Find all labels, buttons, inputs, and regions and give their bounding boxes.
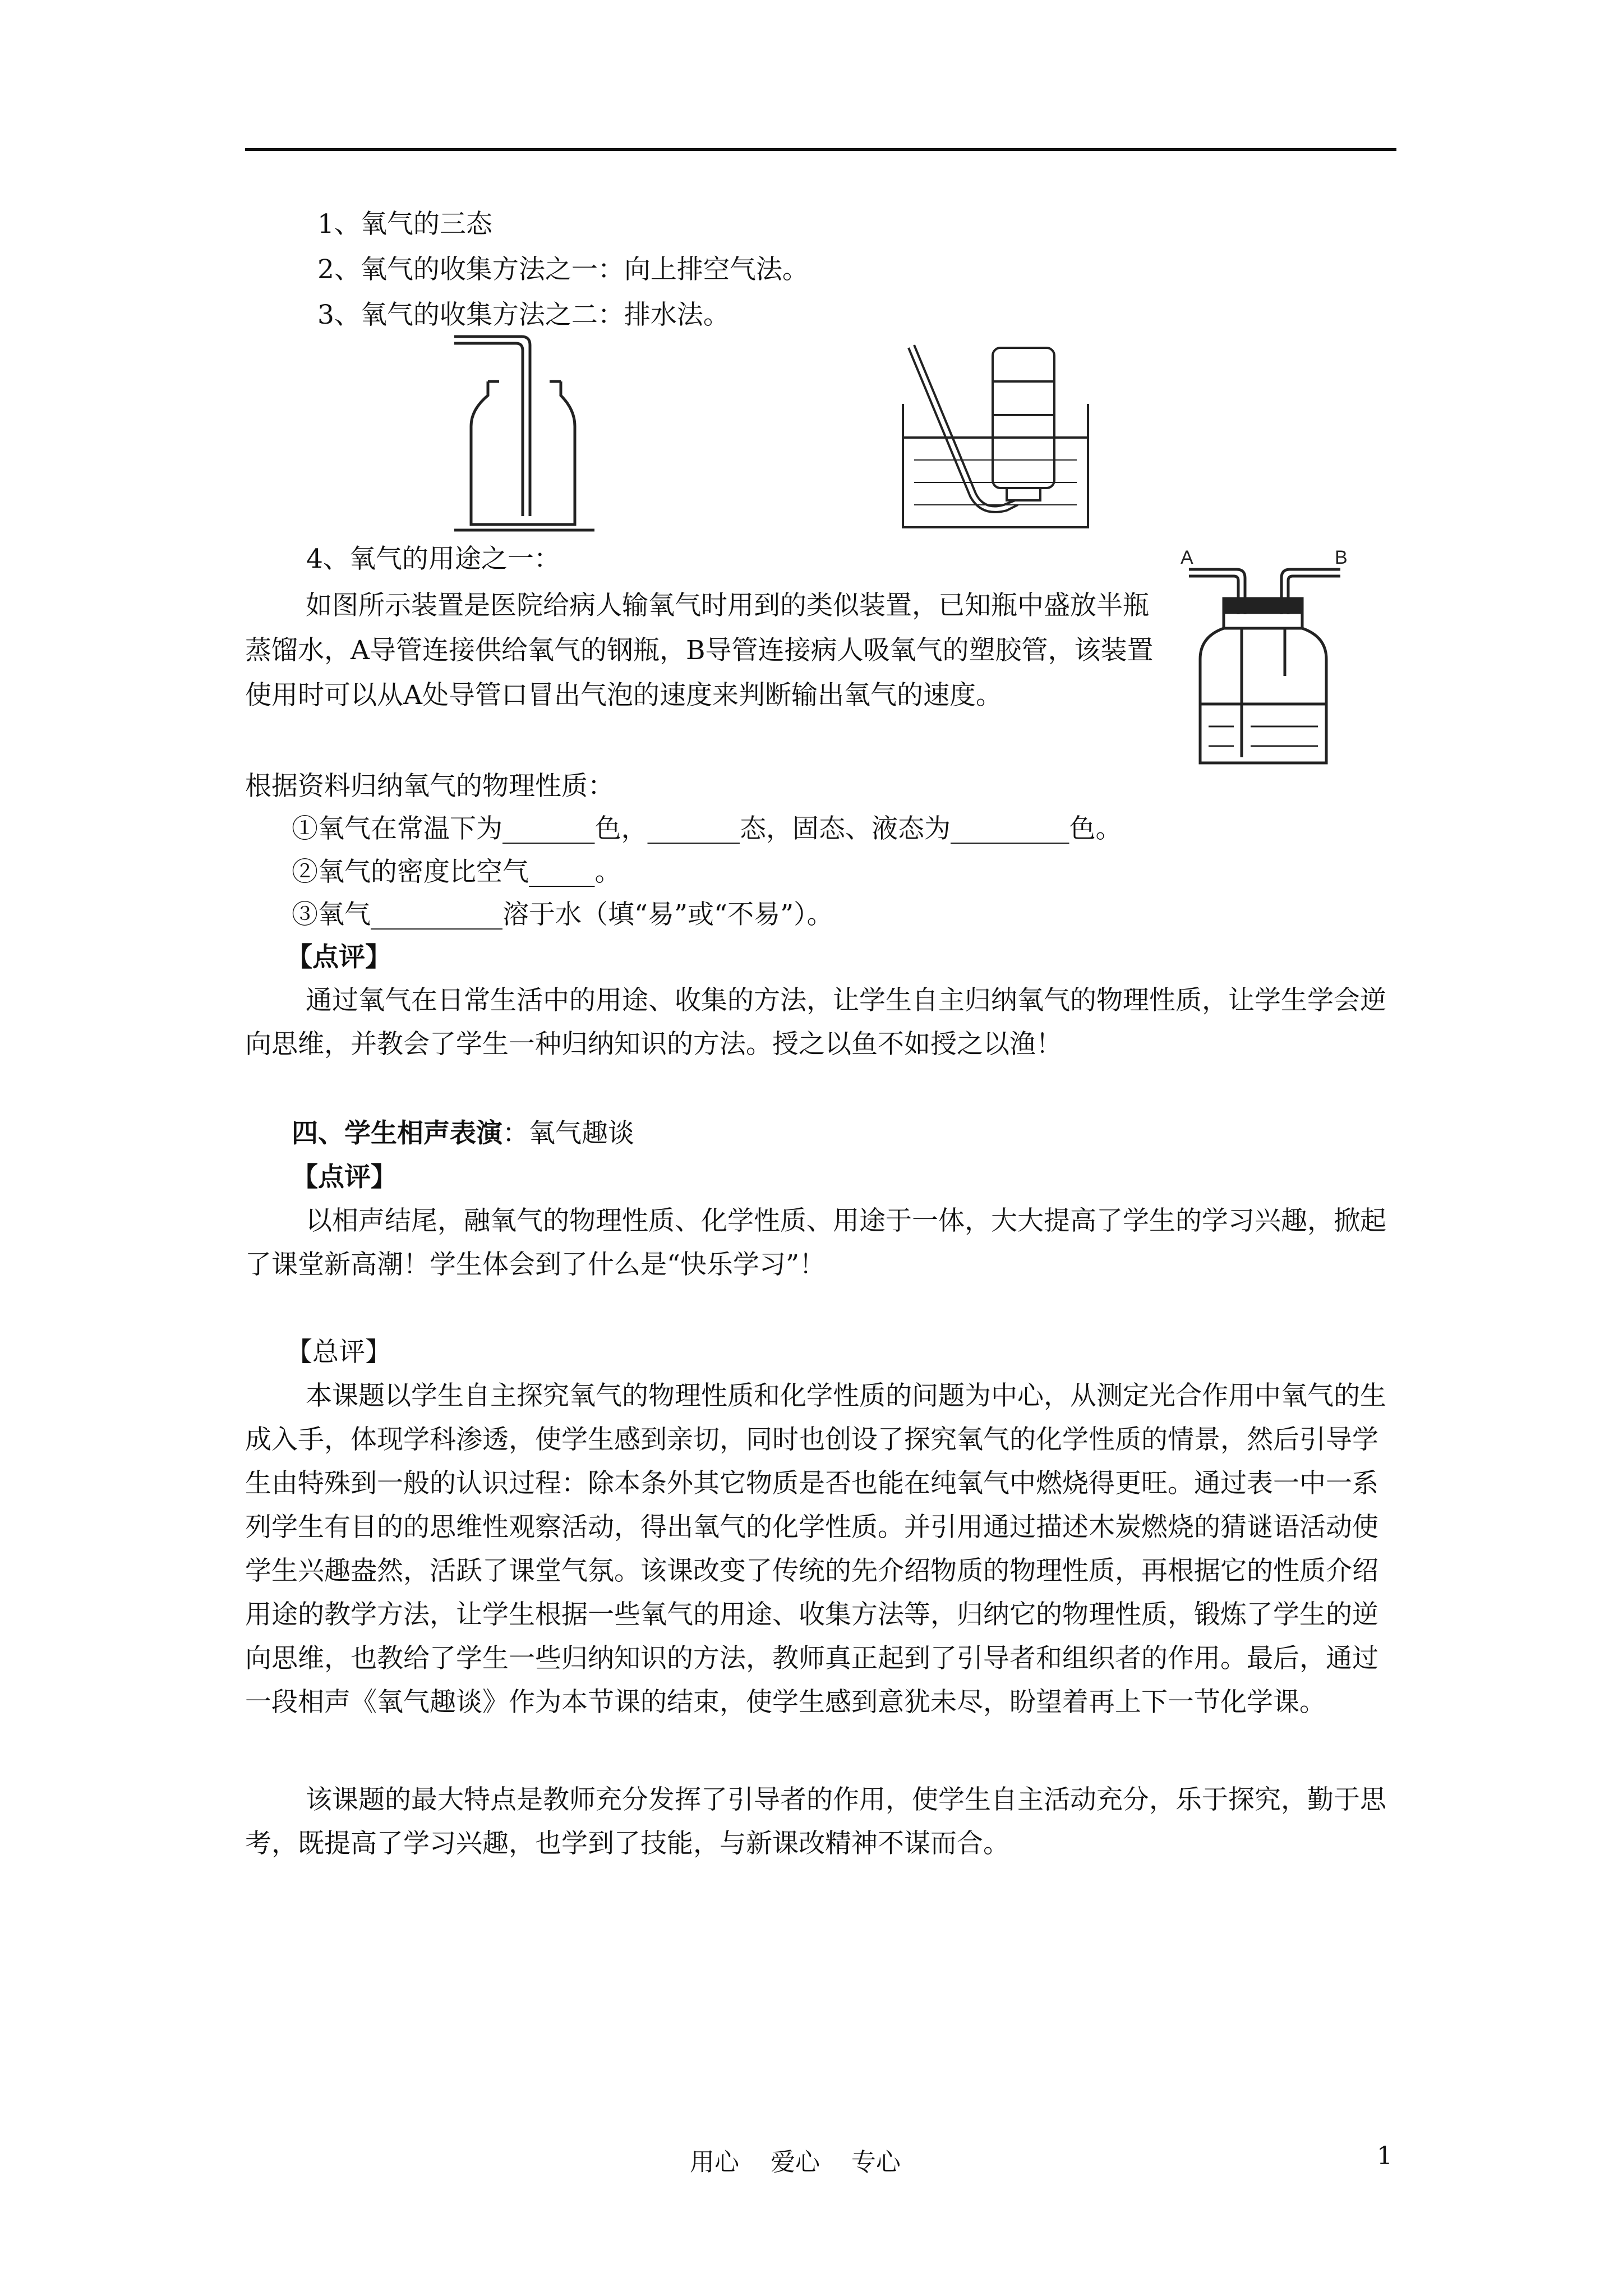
question-2: ②氧气的密度比空气_____。: [292, 857, 621, 887]
section4-heading: [292, 1114, 634, 1153]
section4-heading-rest: ：氧气趣谈: [502, 1118, 634, 1149]
section4-heading-bold: 四、学生相声表演: [292, 1118, 502, 1149]
review1-text: 通过氧气在日常生活中的用途、收集的方法，让学生自主归纳氧气的物理性质，让学生学会逆向思维，并教会了学生一种归纳知识的方法。授之以鱼不如授之以渔！: [245, 985, 1386, 1060]
review2-title: 【点评】: [292, 1162, 397, 1193]
list-item-4: 4、氧气的用途之一：: [306, 544, 560, 574]
review2-text: 以相声结尾，融氧气的物理性质、化学性质、用途于一体，大大提高了学生的学习兴趣，掀起了课堂新高潮！学生体会到了什么是“快乐学习”！: [245, 1205, 1386, 1280]
review1-title: 【点评】: [286, 942, 391, 973]
overall-title: 【总评】: [286, 1337, 391, 1368]
use-paragraph: 如图所示装置是医院给病人输氧气时用到的类似装置，已知瓶中盛放半瓶蒸馏水，A导管连接供给氧气的钢瓶，B导管连接病人吸氧气的塑胶管，该装置使用时可以从A处导管口冒出气泡的速度来判断输出氧气的速度。: [245, 590, 1154, 711]
water-displacement-figure: [892, 342, 1105, 539]
summary-intro: 根据资料归纳氧气的物理性质：: [245, 771, 614, 802]
question-3: ③氧气__________溶于水（填“易”或“不易”）。: [292, 899, 833, 930]
oxygen-humidifier-figure: [1178, 547, 1357, 771]
label-b: B: [1335, 547, 1348, 568]
question-1: ①氧气在常温下为_______色，_______态，固态、液态为_________色。: [292, 813, 1122, 844]
list-item-3: 3、氧气的收集方法之二：排水法。: [317, 300, 730, 330]
header-rule: [245, 148, 1396, 151]
list-item-2: 2、氧气的收集方法之一：向上排空气法。: [317, 254, 809, 285]
label-a: A: [1181, 547, 1193, 568]
footer-text: 用心 爱心 专心: [690, 2148, 901, 2177]
upward-air-collection-figure: [454, 331, 600, 539]
page-number: 1: [1377, 2142, 1393, 2170]
list-item-1: 1、氧气的三态: [317, 209, 492, 240]
overall-para2: 该课题的最大特点是教师充分发挥了引导者的作用，使学生自主活动充分，乐于探究，勤于思考，既提高了学习兴趣，也学到了技能，与新课改精神不谋而合。: [245, 1784, 1386, 1859]
overall-para1: 本课题以学生自主探究氧气的物理性质和化学性质的问题为中心，从测定光合作用中氧气的生成入手，体现学科渗透，使学生感到亲切，同时也创设了探究氧气的化学性质的情景，然后引导学生由特殊到一般的认识过程：除本条外其它物质是否也能在纯氧气中燃烧得更旺。通过表一中一系列学生有目的的思维性观察活动，得出氧气的化学性质。并引用通过描述木炭燃烧的猜谜语活动使学生兴趣盎然，活跃了课堂气氛。该课改变了传统的先介绍物质的物理性质，再根据它的性质介绍用途的教学方法，让学生根据一些氧气的用途、收集方法等，归纳它的物理性质，锻炼了学生的逆向思维，也教给了学生一些归纳知识的方法，教师真正起到了引导者和组织者的作用。最后，通过一段相声《氧气趣谈》作为本节课的结束，使学生感到意犹未尽，盼望着再上下一节化学课。: [245, 1381, 1386, 1718]
